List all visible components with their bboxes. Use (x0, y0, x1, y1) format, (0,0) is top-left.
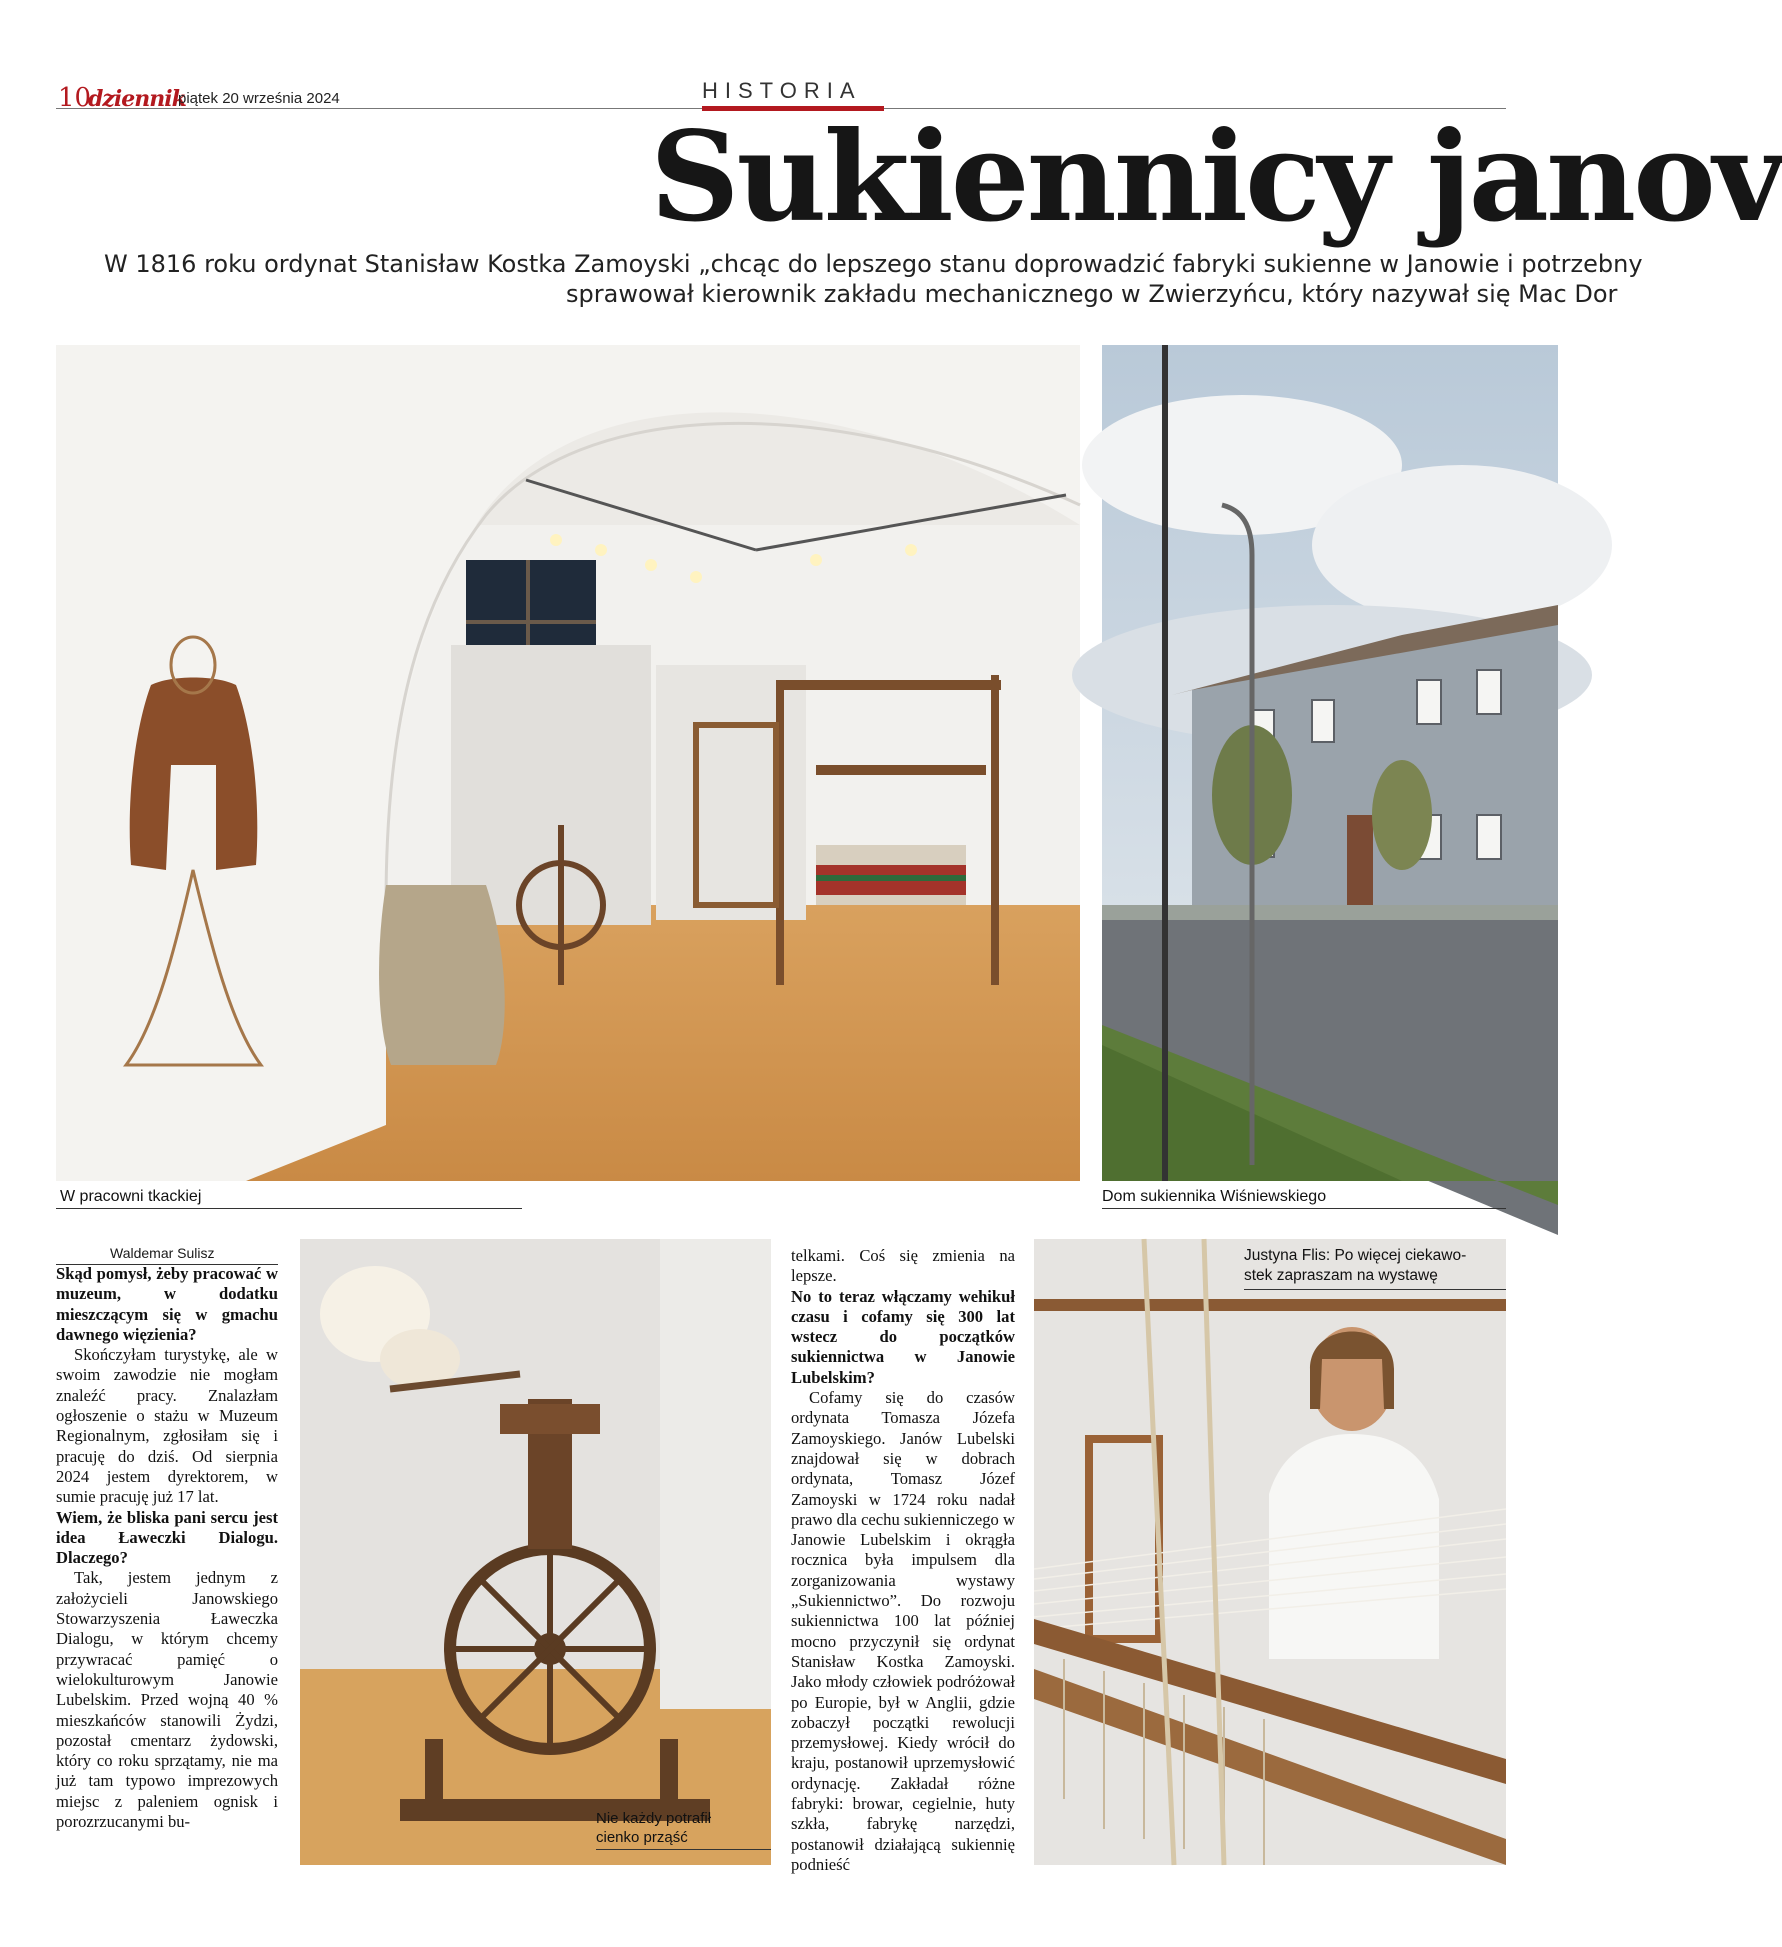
publication-date: piątek 20 września 2024 (178, 90, 340, 107)
caption-rule (56, 1208, 522, 1209)
interview-answer: Cofamy się do czasów ordynata Tomasza Józefa Zamoyskiego. Janów Lubelski znajdował się w dobrach ordynata, Tomasz Józef Zamoyski w 1724 roku nadał prawo dla cechu sukienniczego w Janowie Lubelskim i okrągła rocznica była impulsem dla zorganizowania wystawy „Sukiennictwo”. Do rozwoju sukiennictwa 100 lat później mocno przyczynił się ordynat Stanisław Kostka Zamoyski. Jako młody człowiek podróżował po Europie, był w Anglii, gdzie zobaczył początki rewolucji przemysłowej. Kiedy wrócił do kraju, postanowił uprzemysłowić ordynację. Zakładał różne fabryki: browar, cegielnie, huty szkła, fabrykę narzędzi, postanowił działającą sukiennię podnieść (791, 1388, 1015, 1874)
page-number: 10 (58, 83, 92, 113)
photo-justyna-flis (1034, 1239, 1506, 1865)
lead-line-1: W 1816 roku ordynat Stanisław Kostka Zamoyski „chcąc do lepszego stanu doprowadzić fabryki sukienne w Janowie i potrzebny (104, 250, 1643, 278)
headline: Sukiennicy janov (650, 105, 1782, 250)
photo-clothier-house (1102, 345, 1558, 1181)
caption-spinning-wheel (596, 1809, 711, 1847)
caption-rule (1244, 1289, 1506, 1290)
lead-line-2: sprawował kierownik zakładu mechanicznego w Zwierzyńcu, który nazywał się Mac Dor (566, 280, 1618, 308)
caption-rule (596, 1849, 771, 1850)
weaving-workshop-illustration (56, 345, 1080, 1181)
caption-rule (1102, 1208, 1506, 1209)
clothier-house-illustration (1102, 345, 1558, 1181)
photo-spinning-wheel (300, 1239, 771, 1865)
interview-question: Skąd pomysł, żeby pracować w muzeum, w dodatku mieszczącym się w gmachu dawnego więzienia? (56, 1264, 278, 1344)
spinning-wheel-illustration (300, 1239, 771, 1865)
interview-answer: Tak, jestem jednym z założycieli Janowskiego Stowarzyszenia Ławeczka Dialogu, w którym chcemy przywracać pamięć o wielokulturowym Janowie Lubelskim. Przed wojną 40 % mieszkańców stanowili Żydzi, pozostał cmentarz żydowski, który co roku sprzątamy, nie ma już tam typowo imprezowych miejsc z paleniem ognisk i porozrzucanymi bu- (56, 1568, 278, 1832)
newspaper-logo: dziennik (88, 86, 186, 112)
interview-question: Wiem, że bliska pani sercu jest idea Ławeczki Dialogu. Dlaczego? (56, 1507, 278, 1568)
photo-weaving-workshop (56, 345, 1080, 1181)
caption-line: Nie każdy potrafił (596, 1810, 712, 1827)
article-column-3 (791, 1246, 1015, 1875)
justyna-flis-illustration (1034, 1239, 1506, 1865)
caption-clothier-house: Dom sukiennika Wiśniewskiego (1102, 1188, 1327, 1205)
caption-line: stek zapraszam na wystawę (1244, 1267, 1438, 1284)
interview-answer: Skończyłam turystykę, ale w swoim zawodzie nie mogłam znaleźć pracy. Znalazłam ogłoszenie o stażu w Muzeum Regionalnym, zgłosiłam się i pracuję do dziś. Od sierpnia 2024 jestem dyrektorem, w sumie pracuję już 17 lat. (56, 1345, 278, 1507)
article-paragraph: telkami. Coś się zmienia na lepsze. (791, 1246, 1015, 1286)
byline: Waldemar Sulisz (110, 1245, 215, 1261)
article-column-1 (56, 1264, 278, 1832)
section-label: HISTORIA (702, 78, 862, 103)
caption-line: cienko prząść (596, 1829, 688, 1846)
caption-justyna-flis (1244, 1246, 1506, 1286)
caption-line: Justyna Flis: Po więcej ciekawo- (1244, 1247, 1467, 1264)
interview-question: No to teraz włączamy wehikuł czasu i cofamy się 300 lat wstecz do początków sukiennictwa w Janowie Lubelskim? (791, 1286, 1015, 1387)
caption-weaving-workshop: W pracowni tkackiej (60, 1188, 202, 1205)
